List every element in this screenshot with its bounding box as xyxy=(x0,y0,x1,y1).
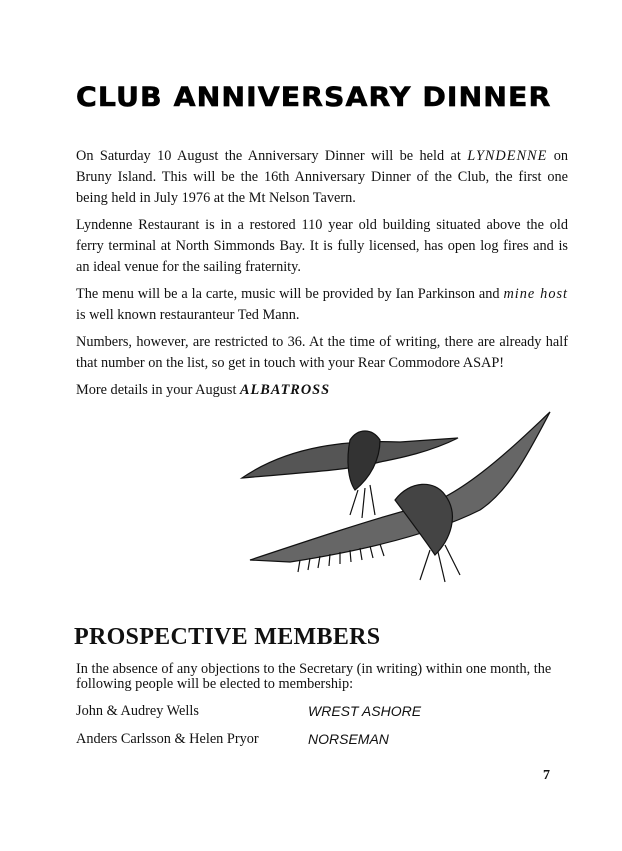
paragraph-menu xyxy=(76,284,568,326)
albatross-illustration xyxy=(230,400,570,590)
dinner-article xyxy=(76,146,568,407)
magazine-name: ALBATROSS xyxy=(240,382,331,398)
paragraph-date xyxy=(76,146,568,209)
host-text: mine host xyxy=(503,286,569,302)
text: On Saturday 10 August the Anniversary Dinner will be held at xyxy=(76,148,468,164)
member-name: Anders Carlsson & Helen Pryor xyxy=(76,731,259,747)
text: The menu will be a la carte, music will be provided by Ian Parkinson and xyxy=(76,286,504,302)
page-title: CLUB ANNIVERSARY DINNER xyxy=(76,82,552,113)
boat-name: WREST ASHORE xyxy=(308,703,422,719)
member-name: John & Audrey Wells xyxy=(76,703,199,719)
boat-name: NORSEMAN xyxy=(308,731,389,747)
text: More details in your August xyxy=(76,382,241,398)
text: is well known restauranteur Ted Mann. xyxy=(76,307,300,323)
text: on Bruny Island. This will be the 16th Anniversary Dinner of the Club, the first one being held in July 1976 at the Mt Nelson Tavern. xyxy=(76,148,568,206)
paragraph-venue: Lyndenne Restaurant is in a restored 110 year old building situated above the old ferry terminal at North Simmonds Bay. It is fully licensed, has open log fires and is an ideal venue for the sailing fraternity. xyxy=(76,217,568,275)
section-heading: PROSPECTIVE MEMBERS xyxy=(74,624,381,650)
page-number: 7 xyxy=(543,768,550,783)
paragraph-numbers: Numbers, however, are restricted to 36. At the time of writing, there are already half that number on the list, so get in touch with your Rear Commodore ASAP! xyxy=(76,334,568,371)
paragraph-details xyxy=(76,380,568,401)
members-intro: In the absence of any objections to the Secretary (in writing) within one month, the following people will be elected to membership: xyxy=(76,661,552,692)
venue-name: LYNDENNE xyxy=(467,148,548,164)
